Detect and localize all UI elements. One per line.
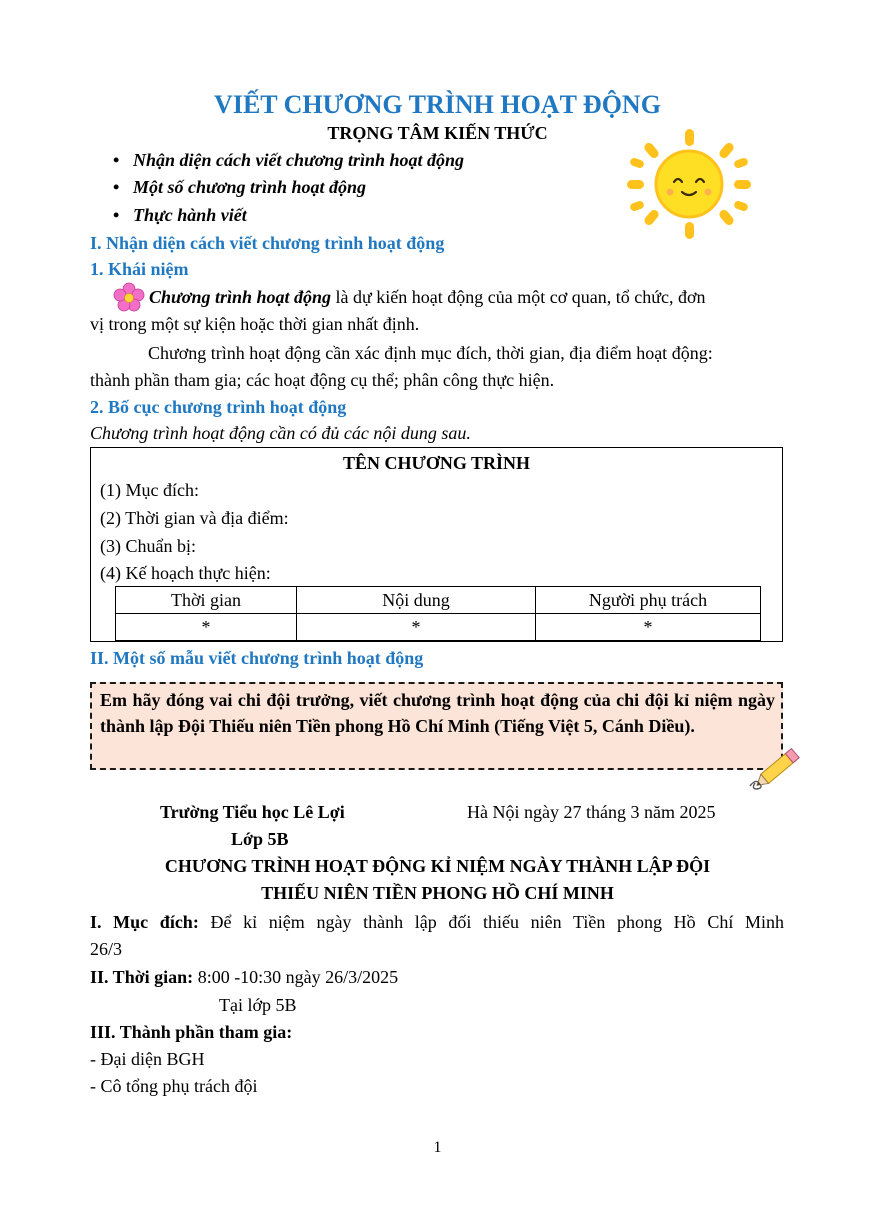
table-header-cell: Thời gian — [116, 587, 297, 614]
task-box — [90, 682, 783, 770]
definition-text: là dự kiến hoạt động của một cơ quan, tổ chức, đơn — [331, 287, 706, 307]
layout-line: (2) Thời gian và địa điểm: — [100, 508, 289, 528]
table-cell: * — [116, 614, 297, 641]
pencil-icon — [746, 740, 804, 792]
definition-line-2: vị trong một sự kiện hoặc thời gian nhất định. — [90, 314, 420, 334]
table-cell: * — [297, 614, 536, 641]
table-header-cell: Người phụ trách — [536, 587, 761, 614]
flower-icon — [113, 282, 146, 312]
definition-line-1 — [149, 285, 789, 309]
layout-line: (1) Mục đích: — [100, 480, 199, 500]
sun-illustration — [622, 126, 754, 242]
participants-label: III. Thành phần tham gia: — [90, 1022, 293, 1042]
time-label: II. Thời gian: — [90, 967, 194, 987]
program-title-line-1: CHƯƠNG TRÌNH HOẠT ĐỘNG KỈ NIỆM NGÀY THÀNH LẬP ĐỘI — [164, 856, 711, 876]
time-text: 8:00 -10:30 ngày 26/3/2025 — [193, 967, 399, 987]
plan-table — [115, 586, 761, 641]
document-date: Hà Nội ngày 27 tháng 3 năm 2025 — [467, 802, 716, 822]
participant-item: - Cô tổng phụ trách đội — [90, 1076, 258, 1096]
page-subtitle: TRỌNG TÂM KIẾN THỨC — [327, 123, 548, 143]
purpose-label: I. Mục đích: — [90, 912, 199, 932]
page-title: VIẾT CHƯƠNG TRÌNH HOẠT ĐỘNG — [214, 90, 661, 119]
focus-item: • Một số chương trình hoạt động — [113, 175, 366, 199]
page-number: 1 — [433, 1139, 442, 1156]
section-heading: II. Một số mẫu viết chương trình hoạt động — [90, 648, 424, 668]
subsection-intro: Chương trình hoạt động cần có đủ các nội dung sau. — [90, 423, 471, 443]
purpose-text: Để kỉ niệm ngày thành lập đối thiếu niên Tiền phong Hồ Chí Minh — [198, 912, 785, 932]
purpose-line-2: 26/3 — [90, 939, 123, 959]
paragraph-line: Chương trình hoạt động cần xác định mục đích, thời gian, địa điểm hoạt động: — [148, 343, 713, 363]
school-name: Trường Tiểu học Lê Lợi — [160, 802, 345, 822]
time-line — [90, 965, 398, 989]
definition-term: Chương trình hoạt động — [149, 287, 332, 307]
table-header-row — [116, 587, 761, 614]
layout-line: (3) Chuẩn bị: — [100, 536, 196, 556]
layout-box-header: TÊN CHƯƠNG TRÌNH — [342, 453, 531, 473]
subsection-heading: 1. Khái niệm — [90, 259, 189, 279]
paragraph-line: thành phần tham gia; các hoạt động cụ thể; phân công thực hiện. — [90, 370, 555, 390]
focus-item: • Nhận diện cách viết chương trình hoạt động — [113, 148, 464, 172]
section-heading: I. Nhận diện cách viết chương trình hoạt động — [90, 233, 445, 253]
program-title-line-2: THIẾU NIÊN TIỀN PHONG HỒ CHÍ MINH — [261, 883, 614, 903]
purpose-line-1 — [90, 910, 784, 934]
table-cell: * — [536, 614, 761, 641]
subsection-heading: 2. Bố cục chương trình hoạt động — [90, 397, 347, 417]
focus-item: • Thực hành viết — [113, 203, 247, 227]
layout-line: (4) Kế hoạch thực hiện: — [100, 563, 271, 583]
place-line: Tại lớp 5B — [219, 995, 297, 1015]
program-layout-box — [90, 447, 783, 642]
table-row — [116, 614, 761, 641]
task-text: Em hãy đóng vai chi đội trưởng, viết chương trình hoạt động của chi đội kỉ niệm ngày thành lập Đội Thiếu niên Tiền phong Hồ Chí Minh (Tiếng Việt 5, Cánh Diều). — [100, 690, 775, 736]
class-name: Lớp 5B — [231, 829, 289, 849]
participant-item: - Đại diện BGH — [90, 1049, 205, 1069]
table-header-cell: Nội dung — [297, 587, 536, 614]
